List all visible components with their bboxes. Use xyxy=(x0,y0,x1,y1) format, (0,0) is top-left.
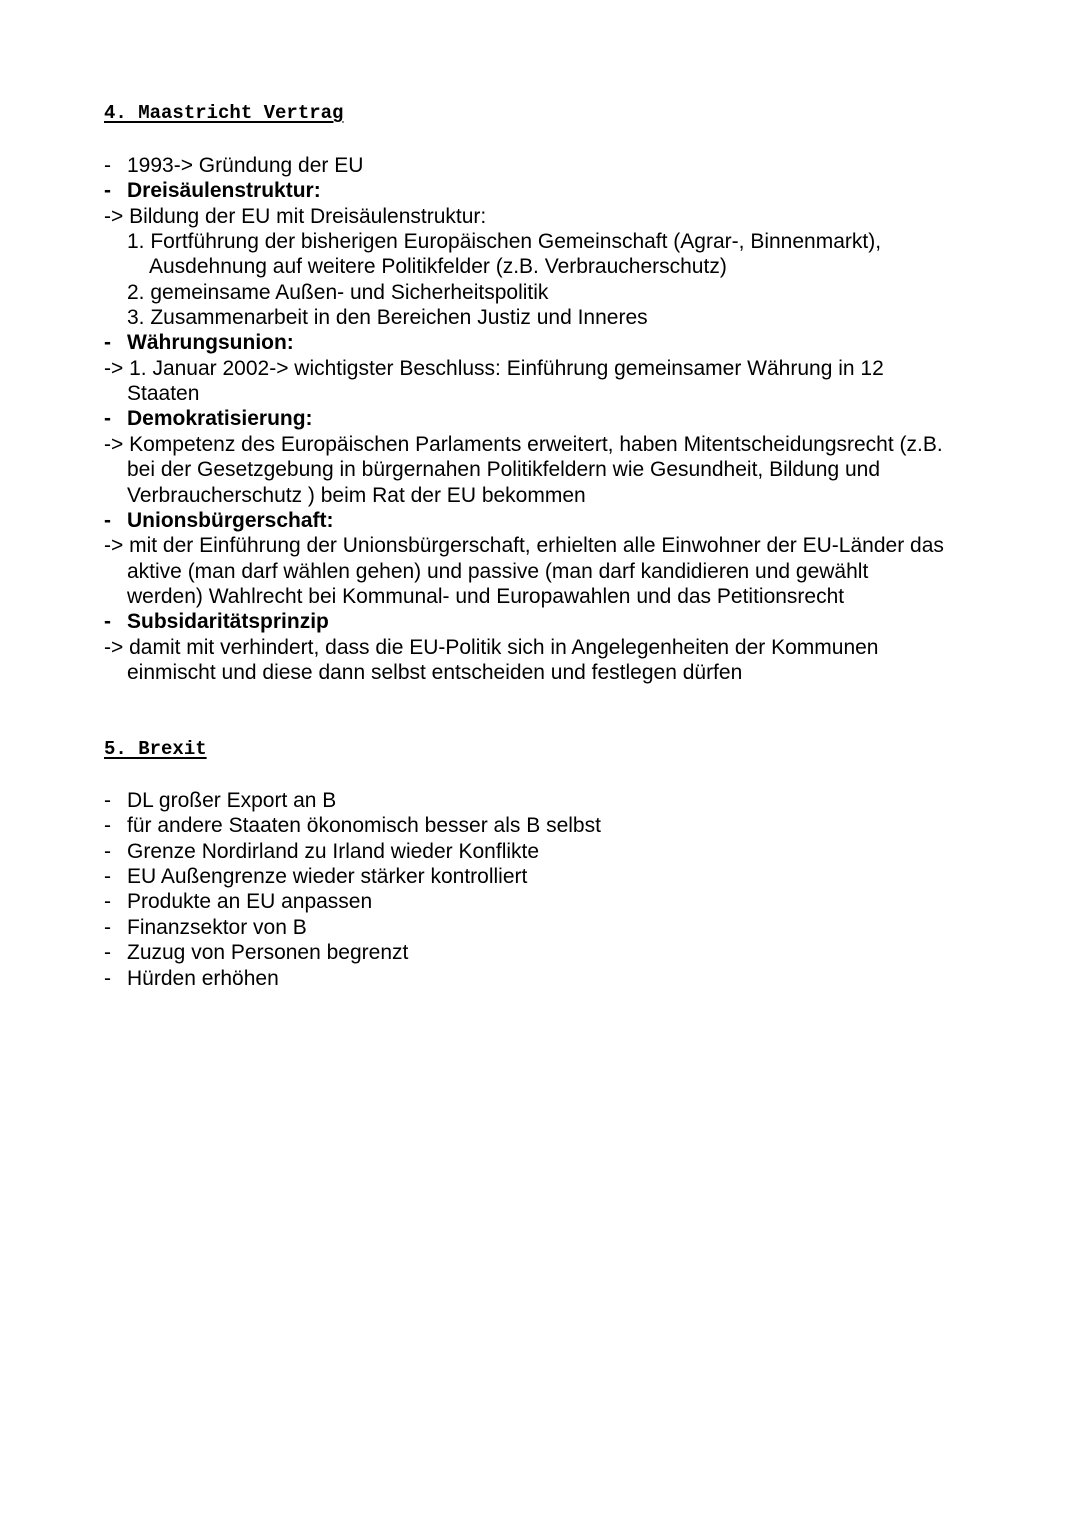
list-item: Hürden erhöhen xyxy=(127,967,279,990)
bullet-dash: - xyxy=(104,179,111,202)
subheading-demokratisierung: Demokratisierung: xyxy=(127,407,313,430)
list-item: DL großer Export an B xyxy=(127,789,337,812)
subheading-waehrungsunion: Währungsunion: xyxy=(127,331,294,354)
section-4-line: 2. gemeinsame Außen- und Sicherheitspolitik xyxy=(127,281,549,304)
section-4-line: bei der Gesetzgebung in bürgernahen Politikfeldern wie Gesundheit, Bildung und xyxy=(127,458,881,481)
section-4-line: -> Bildung der EU mit Dreisäulenstruktur: xyxy=(104,205,487,228)
section-4-line: 3. Zusammenarbeit in den Bereichen Justiz und Inneres xyxy=(127,306,648,329)
list-item: Zuzug von Personen begrenzt xyxy=(127,941,409,964)
section-4-line: Verbraucherschutz ) beim Rat der EU bekommen xyxy=(127,484,586,507)
section-4-line: Staaten xyxy=(127,382,200,405)
section-4-line: 1. Fortführung der bisherigen Europäischen Gemeinschaft (Agrar-, Binnenmarkt), xyxy=(127,230,882,253)
bullet-dash: - xyxy=(104,865,111,888)
section-4-line: -> Kompetenz des Europäischen Parlaments erweitert, haben Mitentscheidungsrecht (z.B. xyxy=(104,433,943,456)
section-5-heading: 5. Brexit xyxy=(104,738,207,760)
list-item: Finanzsektor von B xyxy=(127,916,307,939)
section-4-line: Ausdehnung auf weitere Politikfelder (z.B. Verbraucherschutz) xyxy=(149,255,727,278)
bullet-dash: - xyxy=(104,407,111,430)
subheading-dreisaeulenstruktur: Dreisäulenstruktur: xyxy=(127,179,321,202)
section-4-line: -> 1. Januar 2002-> wichtigster Beschluss: Einführung gemeinsamer Währung in 12 xyxy=(104,357,884,380)
bullet-dash: - xyxy=(104,509,111,532)
bullet-dash: - xyxy=(104,789,111,812)
section-4-heading: 4. Maastricht Vertrag xyxy=(104,102,344,124)
bullet-dash: - xyxy=(104,814,111,837)
section-4-line: -> damit mit verhindert, dass die EU-Politik sich in Angelegenheiten der Kommunen xyxy=(104,636,879,659)
list-item: für andere Staaten ökonomisch besser als B selbst xyxy=(127,814,601,837)
section-4-line: 1993-> Gründung der EU xyxy=(127,154,364,177)
section-4-line: einmischt und diese dann selbst entscheiden und festlegen dürfen xyxy=(127,661,743,684)
bullet-dash: - xyxy=(104,941,111,964)
section-4-line: aktive (man darf wählen gehen) und passive (man darf kandidieren und gewählt xyxy=(127,560,869,583)
subheading-unionsbuergerschaft: Unionsbürgerschaft: xyxy=(127,509,334,532)
section-4-line: werden) Wahlrecht bei Kommunal- und Europawahlen und das Petitionsrecht xyxy=(127,585,845,608)
bullet-dash: - xyxy=(104,154,111,177)
bullet-dash: - xyxy=(104,840,111,863)
section-4-line: -> mit der Einführung der Unionsbürgerschaft, erhielten alle Einwohner der EU-Länder das xyxy=(104,534,944,557)
list-item: Produkte an EU anpassen xyxy=(127,890,373,913)
bullet-dash: - xyxy=(104,331,111,354)
bullet-dash: - xyxy=(104,916,111,939)
bullet-dash: - xyxy=(104,890,111,913)
list-item: EU Außengrenze wieder stärker kontrolliert xyxy=(127,865,528,888)
list-item: Grenze Nordirland zu Irland wieder Konflikte xyxy=(127,840,540,863)
subheading-subsidaritaetsprinzip: Subsidaritätsprinzip xyxy=(127,610,329,633)
bullet-dash: - xyxy=(104,967,111,990)
bullet-dash: - xyxy=(104,610,111,633)
